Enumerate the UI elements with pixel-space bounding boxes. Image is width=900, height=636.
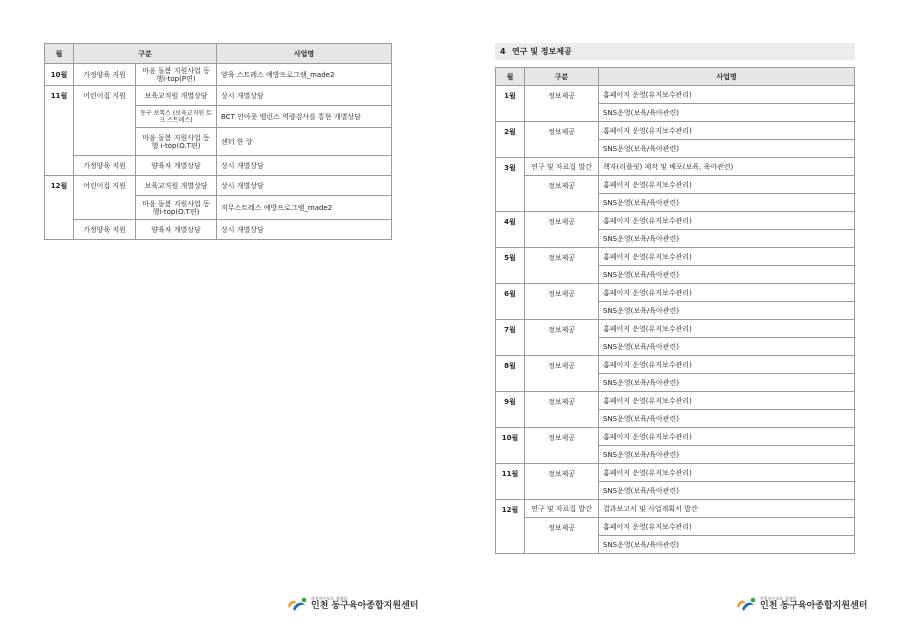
header-project: 사업명: [217, 44, 392, 64]
project-cell: 양육 스트레스 예방프로그램_made2: [217, 64, 392, 86]
category-cell: 정보제공: [525, 428, 599, 464]
logo-swoosh-blue: [293, 603, 305, 611]
group-cell: 가정양육 지원: [74, 220, 136, 240]
logo-swoosh-blue: [742, 603, 754, 611]
project-cell: 센터 한 상: [217, 128, 392, 156]
project-cell: 홈페이지 운영(유지보수관리): [599, 428, 855, 446]
project-cell: SNS운영(보육/육아관련): [599, 104, 855, 122]
category-cell: 연구 및 자료집 발간: [525, 158, 599, 176]
month-cell: 4월: [496, 212, 525, 248]
category-cell: 정보제공: [525, 356, 599, 392]
category-cell: 정보제공: [525, 176, 599, 212]
sub-cell: 마음 돌봄 지원사업 동행i-top(P편): [136, 64, 217, 86]
project-cell: 홈페이지 운영(유지보수관리): [599, 392, 855, 410]
table-row: [496, 86, 855, 104]
month-cell: 11월: [45, 86, 74, 176]
category-cell: 정보제공: [525, 86, 599, 122]
month-cell: 1월: [496, 86, 525, 122]
project-cell: 홈페이지 운영(유지보수관리): [599, 284, 855, 302]
table-row: [496, 212, 855, 230]
table-row: [496, 500, 855, 518]
project-cell: SNS운영(보육/육아관련): [599, 410, 855, 428]
project-cell: BCT 인아웃 밸런스 역량검사를 통한 개별상담: [217, 106, 392, 128]
table-row: [45, 176, 392, 196]
section-title: 연구 및 정보제공: [512, 47, 572, 56]
category-cell: 연구 및 자료집 발간: [525, 500, 599, 518]
month-cell: 12월: [496, 500, 525, 554]
project-cell: 홈페이지 운영(유지보수관리): [599, 212, 855, 230]
category-cell: 정보제공: [525, 284, 599, 320]
sub-cell: 보육교직원 개별상담: [136, 86, 217, 106]
header-month: 월: [496, 68, 525, 86]
logo-subtitle: 한빛마른보육 경영원: [760, 596, 797, 601]
category-cell: 정보제공: [525, 392, 599, 428]
category-cell: 정보제공: [525, 212, 599, 248]
project-cell: SNS운영(보육/육아관련): [599, 482, 855, 500]
group-cell: 가정양육 지원: [74, 156, 136, 176]
category-cell: 정보제공: [525, 464, 599, 500]
project-cell: 상시 개별상담: [217, 156, 392, 176]
project-cell: 홈페이지 운영(유지보수관리): [599, 86, 855, 104]
group-cell: 가정양육 지원: [74, 64, 136, 86]
center-logo-left: [286, 596, 418, 612]
project-cell: 상시 개별상담: [217, 86, 392, 106]
table-row: [45, 220, 392, 240]
sub-cell: 양육자 개별상담: [136, 220, 217, 240]
header-category: 구분: [525, 68, 599, 86]
logo-subtitle: 한빛마른보육 경영원: [311, 596, 348, 601]
category-cell: 정보제공: [525, 518, 599, 554]
logo-title: 인천 동구육아종합지원센터: [311, 601, 419, 611]
month-cell: 9월: [496, 392, 525, 428]
center-logo-icon: [735, 596, 757, 612]
header-category: 구분: [74, 44, 217, 64]
center-logo-icon: [286, 596, 308, 612]
project-cell: 홈페이지 운영(유지보수관리): [599, 248, 855, 266]
sub-cell: 마음 돌봄 지원사업 동행 i-top(O.T편): [136, 128, 217, 156]
table-row: [496, 158, 855, 176]
category-cell: 정보제공: [525, 320, 599, 356]
project-cell: SNS운영(보육/육아관련): [599, 374, 855, 392]
project-cell: SNS운영(보육/육아관련): [599, 140, 855, 158]
project-cell: 결과보고서 및 사업계획서 발간: [599, 500, 855, 518]
table-row: [496, 320, 855, 338]
table-row: [45, 156, 392, 176]
left-schedule-table: [44, 43, 392, 240]
project-cell: SNS운영(보육/육아관련): [599, 266, 855, 284]
project-cell: 상시 개별상담: [217, 220, 392, 240]
table-row: [496, 518, 855, 536]
project-cell: 직무스트레스 예방프로그램_made2: [217, 196, 392, 220]
project-cell: 홈페이지 운영(유지보수관리): [599, 464, 855, 482]
month-cell: 11월: [496, 464, 525, 500]
table-header-row: [496, 68, 855, 86]
table-row: [496, 392, 855, 410]
project-cell: SNS운영(보육/육아관련): [599, 446, 855, 464]
sub-cell: 동구 보톡스 (보육교직원 토크 스트레스): [136, 106, 217, 128]
month-cell: 2월: [496, 122, 525, 158]
month-cell: 7월: [496, 320, 525, 356]
section-number: 4: [500, 47, 506, 56]
category-cell: 정보제공: [525, 122, 599, 158]
table-row: [45, 64, 392, 86]
month-cell: 12월: [45, 176, 74, 240]
category-cell: 정보제공: [525, 248, 599, 284]
table-row: [496, 464, 855, 482]
header-project: 사업명: [599, 68, 855, 86]
table-header-row: [45, 44, 392, 64]
table-row: [496, 428, 855, 446]
sub-cell: 보육교직원 개별상담: [136, 176, 217, 196]
project-cell: 상시 개별상담: [217, 176, 392, 196]
group-cell: 어린이집 지원: [74, 176, 136, 220]
table-row: [496, 248, 855, 266]
table-row: [496, 122, 855, 140]
project-cell: SNS운영(보육/육아관련): [599, 302, 855, 320]
sub-cell: 양육자 개별상담: [136, 156, 217, 176]
header-month: 월: [45, 44, 74, 64]
logo-dot-green: [751, 598, 756, 603]
month-cell: 8월: [496, 356, 525, 392]
project-cell: 홈페이지 운영(유지보수관리): [599, 320, 855, 338]
project-cell: 홈페이지 운영(유지보수관리): [599, 518, 855, 536]
project-cell: SNS운영(보육/육아관련): [599, 230, 855, 248]
month-cell: 5월: [496, 248, 525, 284]
table-row: [45, 86, 392, 106]
month-cell: 6월: [496, 284, 525, 320]
project-cell: SNS운영(보육/육아관련): [599, 194, 855, 212]
month-cell: 10월: [496, 428, 525, 464]
project-cell: 홈페이지 운영(유지보수관리): [599, 356, 855, 374]
group-cell: 어린이집 지원: [74, 86, 136, 156]
table-row: [496, 284, 855, 302]
sub-cell: 마음 돌봄 지원사업 동행i-top(O.T편): [136, 196, 217, 220]
project-cell: SNS운영(보육/육아관련): [599, 338, 855, 356]
table-row: [496, 176, 855, 194]
month-cell: 10월: [45, 64, 74, 86]
project-cell: 홈페이지 운영(유지보수관리): [599, 176, 855, 194]
logo-title: 인천 동구육아종합지원센터: [760, 601, 868, 611]
table-row: [496, 356, 855, 374]
section-header: [495, 43, 855, 60]
project-cell: 홈페이지 운영(유지보수관리): [599, 122, 855, 140]
project-cell: SNS운영(보육/육아관련): [599, 536, 855, 554]
logo-dot-green: [302, 598, 307, 603]
month-cell: 3월: [496, 158, 525, 212]
right-schedule-table: [495, 67, 855, 554]
project-cell: 책자(리플릿) 제작 및 배포(보육, 육아관련): [599, 158, 855, 176]
center-logo-right: [735, 596, 867, 612]
